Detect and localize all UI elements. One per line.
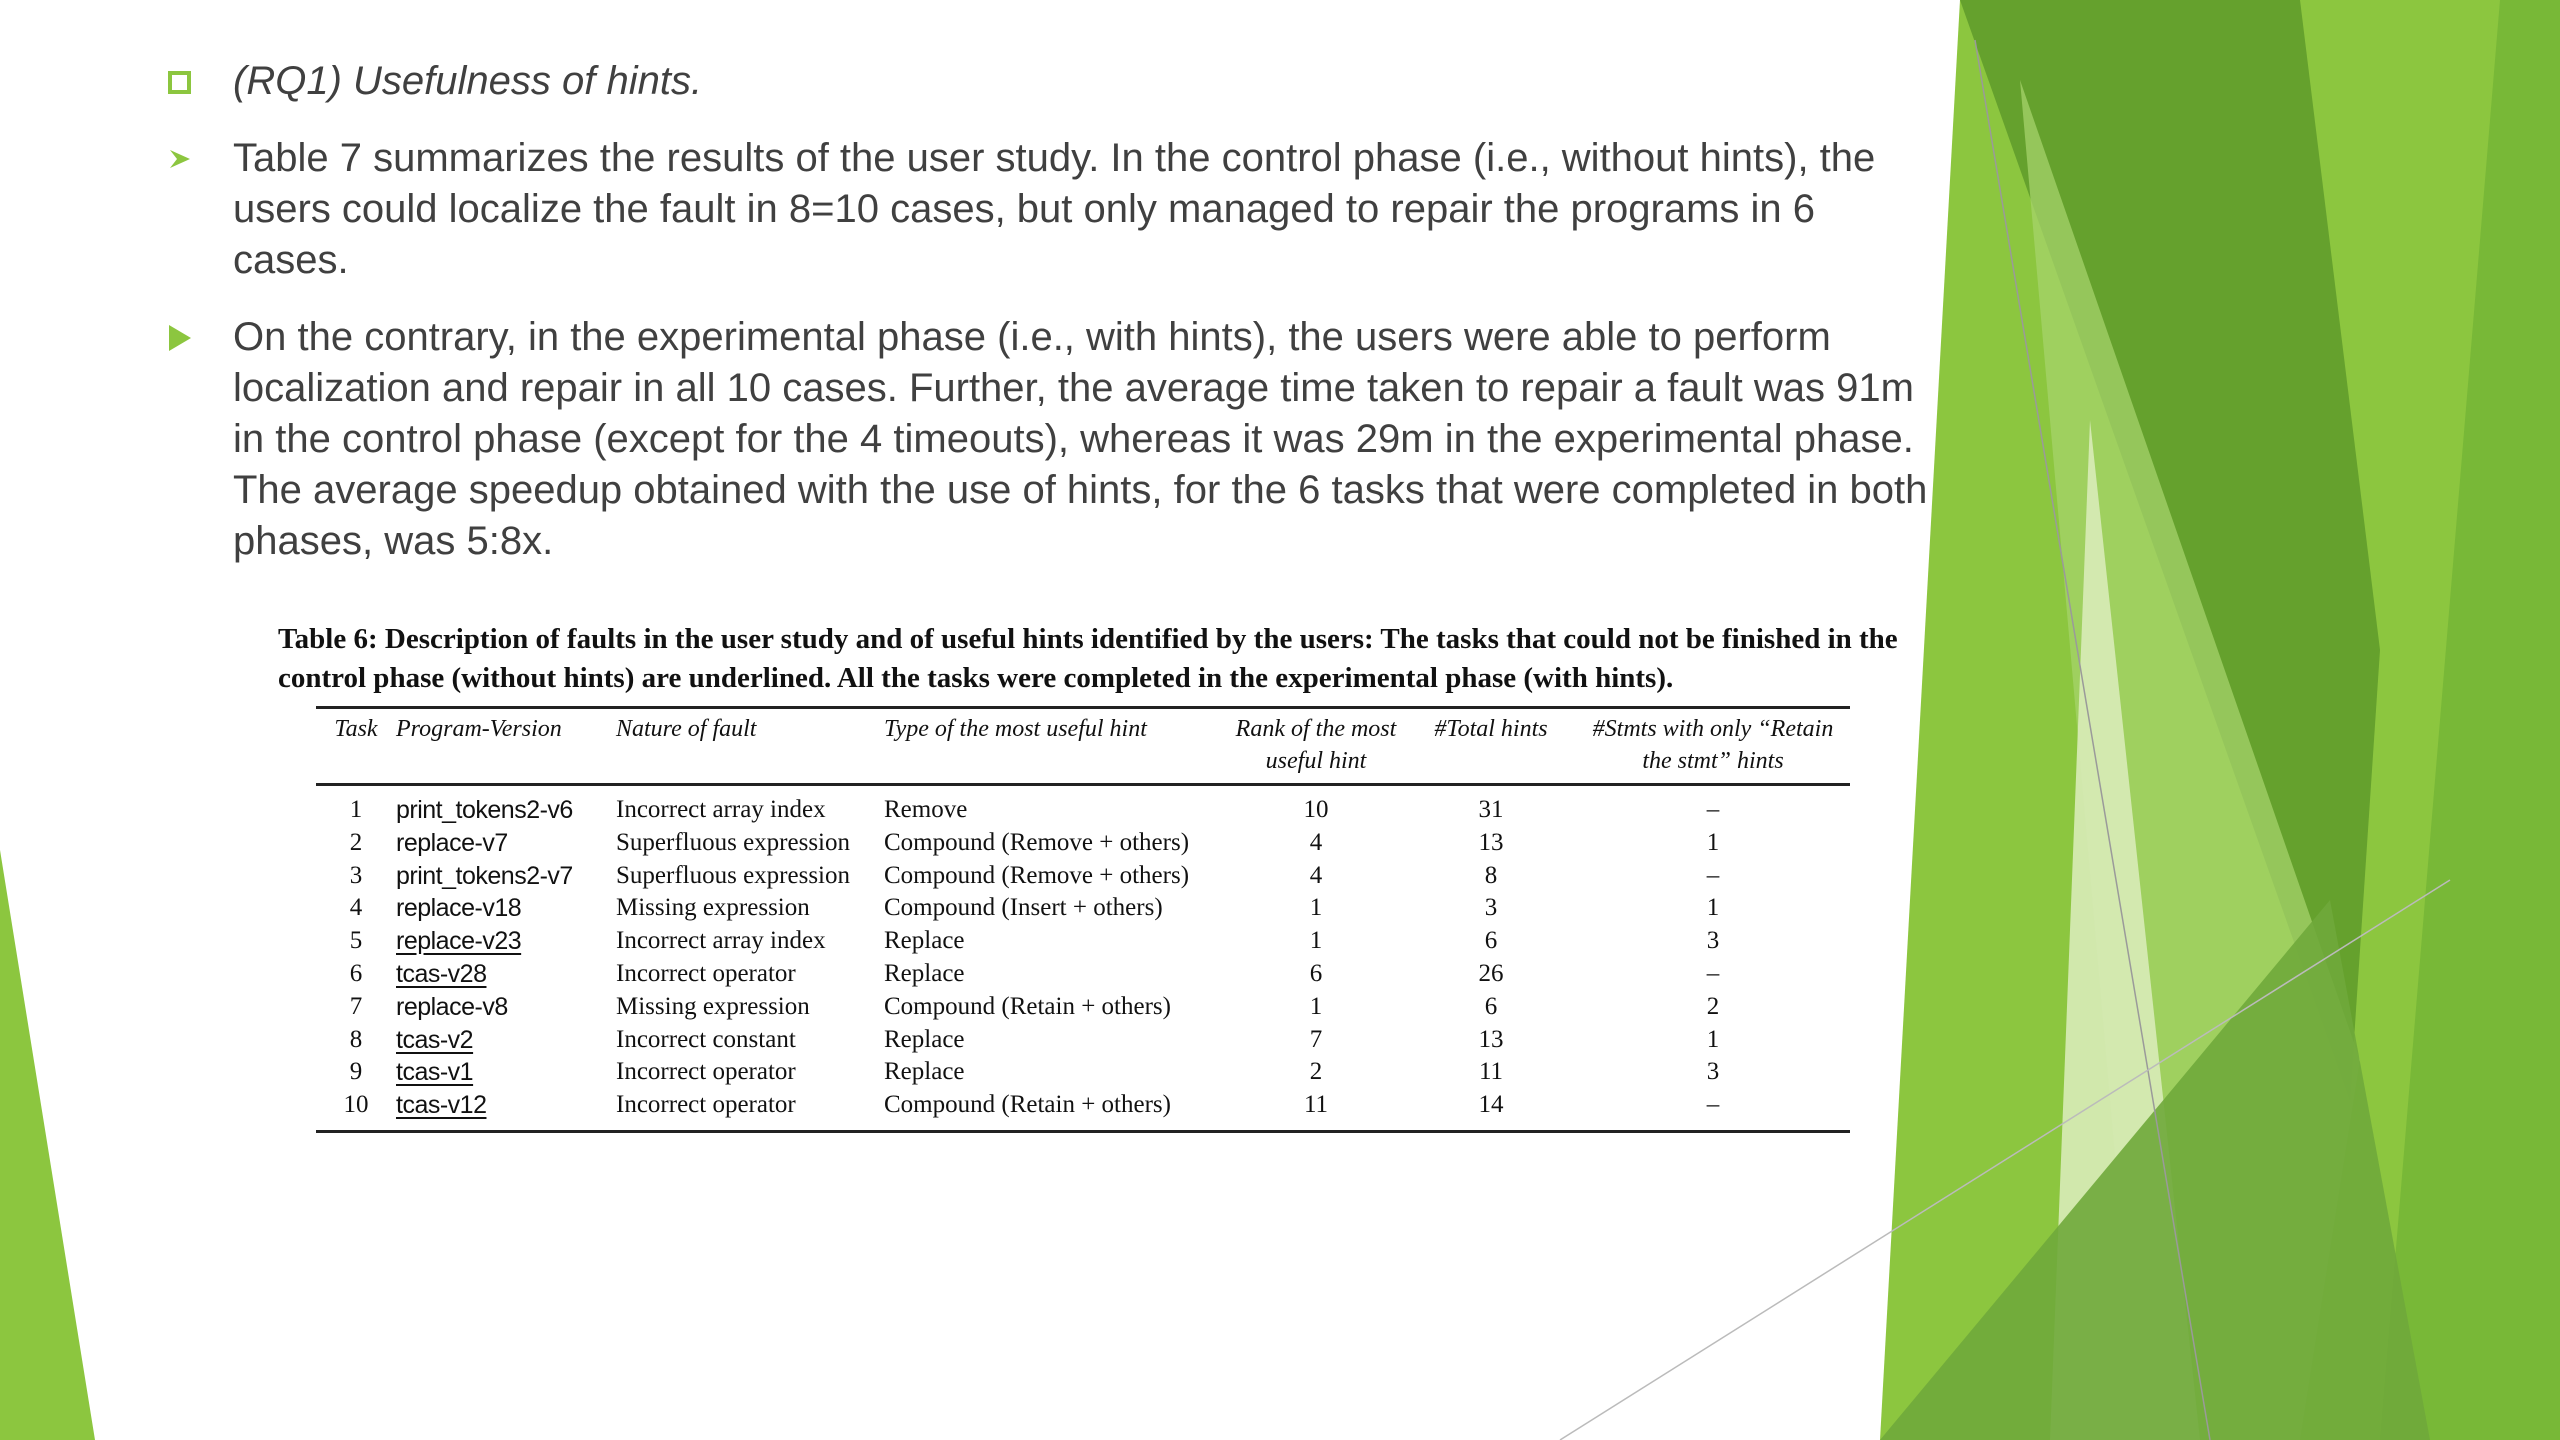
cell-task: 6 bbox=[349, 959, 363, 987]
cell-total-hints: 6 bbox=[1484, 927, 1498, 955]
cell-nature-of-fault: Missing expression bbox=[616, 894, 810, 922]
table-row bbox=[316, 1024, 1850, 1057]
cell-rank: 6 bbox=[1309, 959, 1323, 987]
cell-hint-type: Replace bbox=[884, 1058, 965, 1086]
cell-program-version: tcas-v12 bbox=[396, 1089, 616, 1131]
cell-nature-of-fault: Incorrect operator bbox=[616, 1058, 796, 1086]
header-rank: Rank of the most useful hint bbox=[1235, 716, 1397, 774]
bullet-rq1-text: (RQ1) Usefulness of hints. bbox=[233, 59, 703, 103]
header-hint-type: Type of the most useful hint bbox=[884, 716, 1147, 742]
cell-program-version: replace-v18 bbox=[396, 894, 522, 923]
cell-hint-type: Replace bbox=[884, 1025, 965, 1053]
cell-program-version: print_tokens2-v7 bbox=[396, 861, 573, 890]
cell-total-hints: 26 bbox=[1478, 959, 1504, 987]
cell-total-hints: 14 bbox=[1406, 1089, 1576, 1131]
cell-task: 2 bbox=[349, 828, 363, 856]
cell-hint-type: Replace bbox=[884, 959, 965, 987]
cell-task: 9 bbox=[349, 1058, 363, 1086]
cell-total-hints: 8 bbox=[1484, 861, 1498, 889]
cell-hint-type: Compound (Remove + others) bbox=[884, 861, 1190, 889]
cell-rank: 1 bbox=[1309, 927, 1323, 955]
cell-hint-type: Compound (Retain + others) bbox=[884, 1089, 1226, 1131]
cell-program-version: print_tokens2-v6 bbox=[396, 796, 573, 824]
cell-task: 1 bbox=[349, 796, 363, 823]
cell-nature-of-fault: Incorrect array index bbox=[616, 927, 826, 955]
cell-total-hints: 11 bbox=[1478, 1058, 1504, 1086]
cell-task: 3 bbox=[349, 861, 363, 889]
cell-rank: 1 bbox=[1309, 992, 1323, 1020]
cell-hint-type: Compound (Insert + others) bbox=[884, 894, 1163, 922]
cell-program-version: replace-v8 bbox=[396, 992, 508, 1021]
table-caption: Table 6: Description of faults in the user study and of useful hints identified by the users: The tasks that could not be finished in the control phase (without hints) are underlined. All the tasks were completed in the experimental phase (with hints). bbox=[278, 623, 1898, 694]
table-row bbox=[316, 785, 1850, 827]
bullet-table7-summary bbox=[160, 133, 1940, 286]
cell-nature-of-fault: Incorrect array index bbox=[616, 796, 826, 823]
cell-hint-type: Compound (Remove + others) bbox=[884, 828, 1190, 856]
cell-total-hints: 31 bbox=[1478, 796, 1504, 823]
faults-table-wrapper bbox=[316, 706, 1850, 1133]
cell-retain-stmts: 1 bbox=[1706, 1025, 1720, 1053]
table-row bbox=[316, 892, 1850, 925]
bullet-experimental-phase-text: On the contrary, in the experimental phase (i.e., with hints), the users were able to perform localization and repair in all 10 cases. Further, the average time taken to repair a fault was 91m in the control phase (except for the 4 timeouts), whereas it was 29m in the experimental phase. The average speedup obtained with the use of hints, for the 6 tasks that were completed in both phases, was 5:8x. bbox=[233, 315, 1928, 563]
triangle-icon bbox=[160, 312, 200, 363]
hollow-square-icon bbox=[160, 56, 200, 107]
header-program-version: Program-Version bbox=[396, 716, 562, 742]
table-row bbox=[316, 860, 1850, 893]
cell-nature-of-fault: Incorrect constant bbox=[616, 1025, 796, 1053]
table-header-row bbox=[316, 708, 1850, 785]
cell-hint-type: Compound (Retain + others) bbox=[884, 992, 1171, 1020]
header-retain-stmts: #Stmts with only “Retain the stmt” hints bbox=[1592, 716, 1834, 774]
bullet-table7-summary-text: Table 7 summarizes the results of the user study. In the control phase (i.e., without hints), the users could localize the fault in 8=10 cases, but only managed to repair the programs in 6 cases. bbox=[233, 136, 1876, 282]
cell-program-version: tcas-v1 bbox=[396, 1058, 474, 1087]
cell-task: 8 bbox=[349, 1025, 363, 1053]
cell-task: 10 bbox=[316, 1089, 396, 1131]
cell-total-hints: 13 bbox=[1478, 1025, 1504, 1053]
cell-total-hints: 13 bbox=[1478, 828, 1504, 856]
cell-rank: 10 bbox=[1303, 796, 1329, 823]
cell-rank: 4 bbox=[1309, 861, 1323, 889]
cell-total-hints: 6 bbox=[1484, 992, 1498, 1020]
table-row bbox=[316, 1089, 1850, 1131]
table-row bbox=[316, 827, 1850, 860]
cell-rank: 4 bbox=[1309, 828, 1323, 856]
cell-nature-of-fault: Incorrect operator bbox=[616, 959, 796, 987]
cell-nature-of-fault: Superfluous expression bbox=[616, 828, 850, 856]
left-green-shard bbox=[0, 850, 95, 1440]
cell-rank: 1 bbox=[1309, 894, 1323, 922]
cell-hint-type: Replace bbox=[884, 927, 965, 955]
cell-retain-stmts: 1 bbox=[1706, 828, 1720, 856]
cell-retain-stmts: – bbox=[1706, 796, 1720, 823]
cell-task: 5 bbox=[349, 927, 363, 955]
cell-total-hints: 3 bbox=[1484, 894, 1498, 922]
cell-retain-stmts: 2 bbox=[1706, 992, 1720, 1020]
cell-retain-stmts: 3 bbox=[1706, 1058, 1720, 1086]
cell-rank: 11 bbox=[1226, 1089, 1406, 1131]
cell-retain-stmts: – bbox=[1706, 959, 1720, 987]
cell-task: 7 bbox=[349, 992, 363, 1020]
cell-retain-stmts: – bbox=[1576, 1089, 1850, 1131]
table-figure bbox=[278, 620, 1898, 1133]
cell-nature-of-fault: Missing expression bbox=[616, 992, 810, 1020]
header-total-hints: #Total hints bbox=[1434, 716, 1548, 742]
bullet-rq1 bbox=[160, 56, 1940, 107]
arrowhead-icon bbox=[160, 133, 200, 184]
slide-body bbox=[160, 56, 1940, 567]
table-row bbox=[316, 958, 1850, 991]
table-row bbox=[316, 1056, 1850, 1089]
faults-table bbox=[316, 706, 1850, 1133]
cell-rank: 2 bbox=[1309, 1058, 1323, 1086]
cell-nature-of-fault: Superfluous expression bbox=[616, 861, 850, 889]
cell-program-version: replace-v7 bbox=[396, 828, 508, 857]
header-task: Task bbox=[334, 716, 378, 742]
cell-nature-of-fault: Incorrect operator bbox=[616, 1089, 884, 1131]
cell-program-version: replace-v23 bbox=[396, 927, 522, 956]
cell-task: 4 bbox=[349, 894, 363, 922]
bullet-experimental-phase bbox=[160, 312, 1940, 567]
cell-hint-type: Remove bbox=[884, 796, 968, 823]
header-nature-of-fault: Nature of fault bbox=[616, 716, 757, 742]
cell-retain-stmts: 1 bbox=[1706, 894, 1720, 922]
cell-program-version: tcas-v2 bbox=[396, 1025, 474, 1054]
table-body bbox=[316, 785, 1850, 1132]
cell-retain-stmts: 3 bbox=[1706, 927, 1720, 955]
cell-program-version: tcas-v28 bbox=[396, 959, 487, 988]
cell-retain-stmts: – bbox=[1706, 861, 1720, 889]
table-row bbox=[316, 991, 1850, 1024]
table-row bbox=[316, 925, 1850, 958]
cell-rank: 7 bbox=[1309, 1025, 1323, 1053]
